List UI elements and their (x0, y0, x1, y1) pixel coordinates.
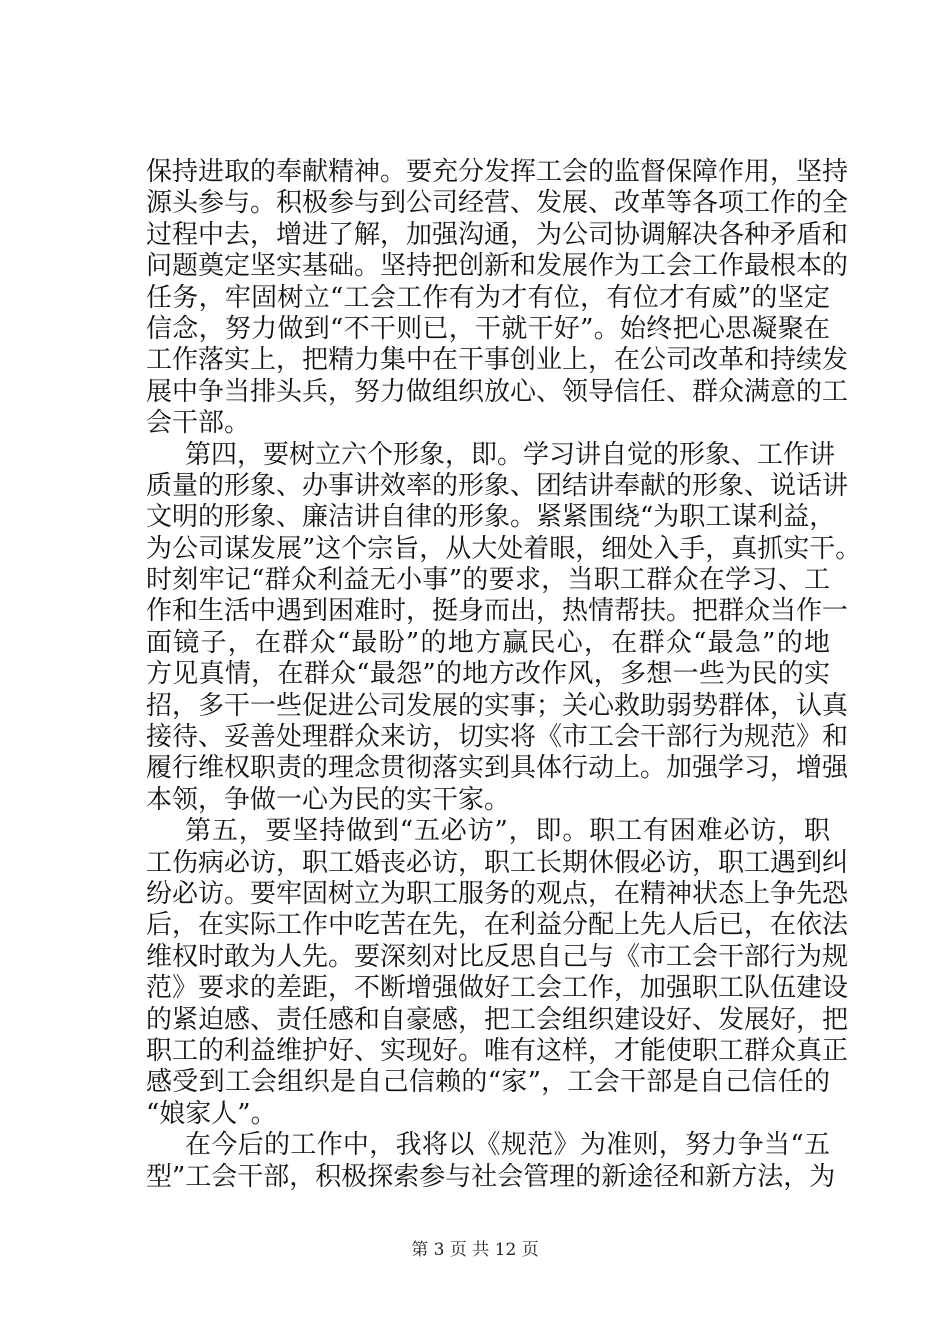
text-line: 履行维权职责的理念贯彻落实到具体行动上。加强学习，增强 (146, 753, 849, 784)
text-line: 招，多干一些促进公司发展的实事；关心救助弱势群体，认真 (146, 690, 849, 721)
text-line: 的紧迫感、责任感和自豪感，把工会组织建设好、发展好，把 (146, 1004, 849, 1035)
text-line: 在今后的工作中，我将以《规范》为准则，努力争当“五 (185, 1130, 830, 1161)
text-line: 第四，要树立六个形象，即。学习讲自觉的形象、工作讲 (185, 439, 836, 470)
text-line: 型”工会干部，积极探索参与社会管理的新途径和新方法，为 (146, 1161, 836, 1192)
text-line: 维权时敢为人先。要深刻对比反思自己与《市工会干部行为规 (146, 941, 849, 972)
text-line: 保持进取的奉献精神。要充分发挥工会的监督保障作用，坚持 (146, 157, 849, 187)
text-line: 质量的形象、办事讲效率的形象、团结讲奉献的形象、说话讲 (146, 470, 849, 501)
text-line: 源头参与。积极参与到公司经营、发展、改革等各项工作的全 (146, 188, 849, 219)
text-line: 接待、妥善处理群众来访，切实将《市工会干部行为规范》和 (146, 722, 849, 753)
text-line: 任务，牢固树立“工会工作有为才有位，有位才有威”的坚定 (146, 282, 830, 313)
text-line: 作和生活中遇到困难时，挺身而出，热情帮扶。把群众当作一 (146, 596, 849, 627)
text-line: 工作落实上，把精力集中在干事创业上，在公司改革和持续发 (146, 345, 849, 376)
text-line: 感受到工会组织是自己信赖的“家”，工会干部是自己信任的 (146, 1067, 830, 1098)
text-line: 范》要求的差距，不断增强做好工会工作，加强职工队伍建设 (146, 973, 849, 1004)
page-number-footer: 第 3 页 共 12 页 (411, 1240, 539, 1260)
text-line: “娘家人”。 (146, 1098, 277, 1129)
text-line: 后，在实际工作中吃苦在先，在利益分配上先人后已，在依法 (146, 910, 849, 941)
text-line: 展中争当排头兵，努力做组织放心、领导信任、群众满意的工 (146, 376, 849, 407)
text-line: 本领，争做一心为民的实干家。 (146, 784, 511, 815)
text-line: 文明的形象、廉洁讲自律的形象。紧紧围绕“为职工谋利益， (146, 502, 836, 533)
text-line: 工伤病必访，职工婚丧必访，职工长期休假必访，职工遇到纠 (146, 847, 849, 878)
text-line: 纷必访。要牢固树立为职工服务的观点，在精神状态上争先恐 (146, 878, 849, 909)
body-text (146, 157, 862, 1193)
text-line: 时刻牢记“群众利益无小事”的要求，当职工群众在学习、工 (146, 565, 830, 596)
text-line: 会干部。 (146, 408, 251, 439)
text-line: 第五，要坚持做到“五必访”，即。职工有困难必访，职 (185, 816, 830, 847)
text-line: 信念，努力做到“不干则已，干就干好”。始终把心思凝聚在 (146, 313, 830, 344)
text-line: 问题奠定坚实基础。坚持把创新和发展作为工会工作最根本的 (146, 251, 849, 282)
text-line: 为公司谋发展”这个宗旨，从大处着眼，细处入手，真抓实干。 (146, 533, 862, 564)
text-line: 职工的利益维护好、实现好。唯有这样，才能使职工群众真正 (146, 1035, 849, 1066)
text-line: 过程中去，增进了解，加强沟通，为公司协调解决各种矛盾和 (146, 219, 849, 250)
text-line: 面镜子，在群众“最盼”的地方赢民心，在群众“最急”的地 (146, 627, 830, 658)
text-line: 方见真情，在群众“最怨”的地方改作风，多想一些为民的实 (146, 659, 830, 690)
